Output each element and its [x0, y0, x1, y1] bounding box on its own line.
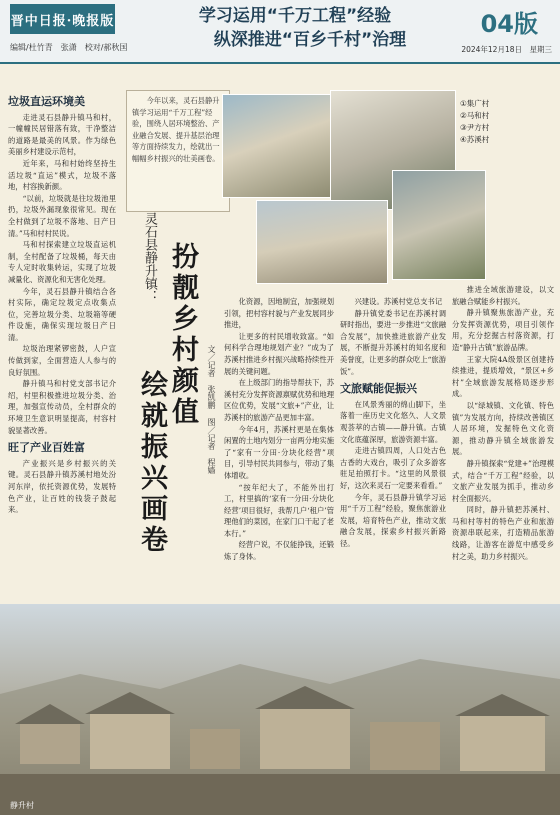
paragraph: 马和村探索建立垃圾直运机制，全村配备了垃圾桶，每天由专人定时收集转运，实现了垃圾减量化、资源化和无害化处理。 [8, 240, 116, 284]
middle-column [224, 296, 334, 604]
paragraph: 兴建设。苏溪村党总支书记 [354, 297, 443, 306]
paragraph: 在风景秀丽的绵山脚下，坐落着一座历史文化悠久、人文景观荟萃的古镇——静升镇。古镇文化底蕴深厚，旅游资源丰富。 [340, 399, 446, 444]
paragraph: 走进古镇四周，人口处古色古香的大戏台，吸引了众多游客驻足拍照打卡。“这里的风景很好，这次来灵石一定要来看看。” [340, 446, 446, 490]
section-heading-tourism: 文旅赋能促振兴 [340, 382, 417, 396]
paragraph: 在上级部门的指导帮扶下，苏溪村充分发挥资源禀赋优势和地理区位优势，发展“文旅+”产业，让苏溪村的旅游产品更加丰富。 [224, 378, 334, 422]
paragraph: 王家大院4A级景区创建持续推进，提质增效，“景区+乡村”全域旅游发展格局逐步形成。 [452, 354, 554, 399]
edition-number: 04版 [480, 10, 538, 38]
section-heading-waste: 垃圾直运环境美 [8, 95, 85, 108]
headline-line-2: 纵深推进“百乡千村”治理 [213, 30, 407, 50]
article-title-line-2: 绘就振兴画卷 [136, 370, 167, 556]
paragraph: 今年4月，苏溪村更是在集体闲置的土地内划分一亩两分地实施了“家有一分田·分块化经营”项目，引导村民共同参与，带动了集体增收。 [224, 424, 334, 480]
paragraph: 让更多的村民增收致富。“如何科学合理地规划产业？”成为了苏溪村推进乡村振兴战略持续性开展的关键问题。 [224, 331, 334, 376]
paragraph: 近年来，马和村始终坚持生活垃圾“直运”模式，垃圾不落地，村容换新颜。 [8, 158, 116, 192]
paragraph: 今年，灵石县静升镇学习运用“千万工程”经验，聚焦旅游业发展，培育特色产业，推动文旅融合发展，探索乡村振兴新路径。 [340, 492, 446, 548]
paragraph: 同时，静升镇把苏溪村、马和村等村的特色产业和旅游资源串联起来，打造精品旅游线路，让游客在游览中感受乡村之美，助力乡村振兴。 [452, 505, 554, 561]
bottom-panorama-photo [0, 604, 560, 815]
paragraph: 推进全域旅游建设，以文旅融合赋能乡村振兴。 [452, 285, 554, 306]
legend-item: ②马和村 [460, 111, 490, 120]
paragraph: 静升镇马和村党支部书记介绍，村里积极推进垃圾分类、治理，加强宣传动员，全村群众的环境卫生意识明显提高，村容村貌显著改善。 [8, 379, 116, 435]
paragraph: 经营户说，不仅能挣钱，还锻炼了身体。 [224, 540, 334, 562]
dateline: 2024年12月18日 星期三 [461, 45, 552, 54]
legend-item: ③尹方村 [460, 123, 490, 132]
article-kicker: 灵石县静升镇： [142, 212, 157, 303]
newspaper-logo: 晋中日报·晚报版 [10, 4, 115, 34]
right-column [340, 296, 446, 604]
photo-village-1 [222, 94, 336, 198]
village-panorama-illustration [0, 604, 560, 815]
paragraph: 静升镇党委书记在苏溪村调研时指出，要进一步推进“文旅融合发展”，加快推进旅游产业发展，不断提升苏溪村的知名度和美誉度，让更多的群众吃上“旅游饭”。 [340, 308, 446, 376]
paragraph: 走进灵石县静升镇马和村，一幢幢民居错落有致，干净整洁的道路是最美的风景。作为绿色美丽乡村建设示范村， [8, 112, 116, 157]
byline-photographer: 图／记者 程嫱 [207, 418, 216, 474]
photo-village-4 [392, 170, 486, 280]
intro-callout: 今年以来，灵石县静升镇学习运用“千万工程”经验，围绕人居环境整治、产业融合发展、提升基层治理等方面持续发力，绘就出一幅幅乡村振兴的壮美画卷。 [126, 90, 230, 212]
page-headline [145, 4, 445, 52]
photo-caption: 静升村 [10, 801, 34, 810]
byline-writer: 文／记者 张凯鹏 [207, 345, 216, 409]
left-column [8, 94, 116, 604]
legend-item: ①集广村 [460, 99, 490, 108]
paragraph: 今年，灵石县静升镇结合各村实际，确定垃圾定点收集点位，完善垃圾分类、垃圾箱等硬件设施，确保实现垃圾日产日清。 [8, 286, 116, 342]
far-right-column [452, 284, 554, 604]
article-title-line-1: 扮靓乡村颜值 [167, 242, 198, 428]
paragraph: “按年纪大了，不能外出打工，村里搞的‘家有一分田·分块化经营’项目很好，我帮几户‘租户’管理他们的菜园，在家门口干起了老本行。” [224, 482, 334, 538]
headline-line-1: 学习运用“千万工程”经验 [198, 6, 392, 26]
paragraph: 静升镇聚焦旅游产业，充分发挥资源优势，项目引领作用，充分挖掘古村落资源，打造“静升古镇”旅游品牌。 [452, 308, 554, 352]
paragraph: 以“绿城镇、文化镇、特色镇”为发展方向，持续改善镇区人居环境，发掘特色文化资源，推动静升镇全域旅游发展。 [452, 400, 554, 457]
paragraph: 垃圾治理紧锣密鼓，人户宣传做到家，全面营造人人参与的良好氛围。 [8, 344, 116, 377]
paragraph: “以前，垃圾就是往垃圾池里扔，垃圾外漏现象很常见。现在全村做到了垃圾不落地、日产日清。”马和村村民说。 [8, 193, 116, 238]
editor-credits: 编辑/杜竹青 张潇 校对/郝秋国 [10, 43, 128, 52]
masthead [0, 0, 560, 64]
paragraph: 静升镇探索“党建+”治理模式，结合“千万工程”经验，以文旅产业发展为抓手，推动乡村全面振兴。 [452, 458, 554, 503]
legend-item: ④苏溪村 [460, 135, 490, 144]
paragraph: 化资源，因地制宜，加强规划引领，把村容村貌与产业发展同步推进， [224, 297, 334, 330]
photo-legend [460, 98, 489, 146]
section-heading-industry: 旺了产业百姓富 [8, 441, 85, 455]
paragraph: 产业振兴是乡村振兴的关键。灵石县静升镇苏溪村地处汾河东岸，依托资源优势，发展特色产业，让百姓的钱袋子鼓起来。 [8, 458, 116, 515]
photo-village-3 [256, 200, 388, 284]
